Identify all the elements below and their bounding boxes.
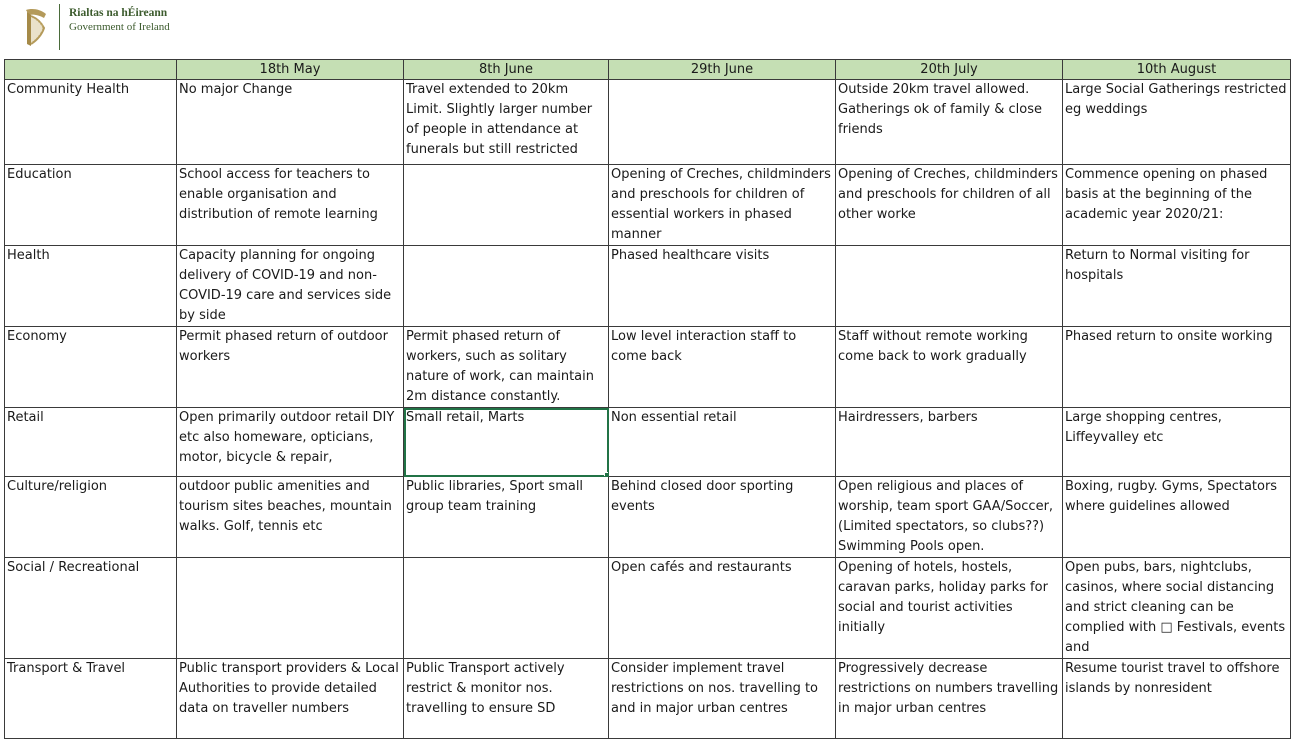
reopening-roadmap-table bbox=[4, 59, 1291, 739]
header bbox=[0, 0, 1298, 58]
table-cell[interactable]: School access for teachers to enable organisation and distribution of remote learning bbox=[177, 165, 404, 246]
row-label[interactable]: Retail bbox=[5, 408, 177, 477]
table-cell[interactable] bbox=[177, 558, 404, 659]
table-cell[interactable]: Resume tourist travel to offshore islands by nonresident bbox=[1063, 659, 1291, 739]
table-cell[interactable]: Phased return to onsite working bbox=[1063, 327, 1291, 408]
table-cell[interactable]: No major Change bbox=[177, 80, 404, 165]
table-row bbox=[5, 558, 1291, 659]
column-header[interactable]: 29th June bbox=[609, 60, 836, 80]
table-cell[interactable]: outdoor public amenities and tourism sites beaches, mountain walks. Golf, tennis etc bbox=[177, 477, 404, 558]
row-label[interactable]: Culture/religion bbox=[5, 477, 177, 558]
table-cell[interactable]: Opening of Creches, childminders and preschools for children of essential workers in phased manner bbox=[609, 165, 836, 246]
table-cell[interactable]: Capacity planning for ongoing delivery of COVID-19 and non-COVID-19 care and services side by side bbox=[177, 246, 404, 327]
table-cell[interactable] bbox=[404, 558, 609, 659]
table-cell[interactable]: Travel extended to 20km Limit. Slightly larger number of people in attendance at funerals but still restricted bbox=[404, 80, 609, 165]
table-cell[interactable]: Non essential retail bbox=[609, 408, 836, 477]
government-logo-text bbox=[69, 6, 170, 34]
row-label[interactable]: Transport & Travel bbox=[5, 659, 177, 739]
table-cell[interactable]: Behind closed door sporting events bbox=[609, 477, 836, 558]
table-cell[interactable]: Permit phased return of workers, such as solitary nature of work, can maintain 2m distance constantly. bbox=[404, 327, 609, 408]
table-row bbox=[5, 327, 1291, 408]
column-header[interactable] bbox=[5, 60, 177, 80]
table-cell[interactable]: Low level interaction staff to come back bbox=[609, 327, 836, 408]
table-cell[interactable]: Opening of Creches, childminders and preschools for children of all other worke bbox=[836, 165, 1063, 246]
table-cell[interactable]: Consider implement travel restrictions on nos. travelling to and in major urban centres bbox=[609, 659, 836, 739]
table-cell[interactable]: Open primarily outdoor retail DIY etc also homeware, opticians, motor, bicycle & repair, bbox=[177, 408, 404, 477]
harp-icon bbox=[22, 6, 50, 48]
table-cell[interactable]: Phased healthcare visits bbox=[609, 246, 836, 327]
table-cell[interactable]: Large shopping centres, Liffeyvalley etc bbox=[1063, 408, 1291, 477]
table-cell[interactable]: Large Social Gatherings restricted eg weddings bbox=[1063, 80, 1291, 165]
table-cell[interactable]: Permit phased return of outdoor workers bbox=[177, 327, 404, 408]
table-cell[interactable]: Hairdressers, barbers bbox=[836, 408, 1063, 477]
table-row bbox=[5, 408, 1291, 477]
table-cell[interactable]: Open pubs, bars, nightclubs, casinos, where social distancing and strict cleaning can be complied with □ Festivals, events and bbox=[1063, 558, 1291, 659]
table-cell[interactable] bbox=[404, 165, 609, 246]
table-cell[interactable]: Boxing, rugby. Gyms, Spectators where guidelines allowed bbox=[1063, 477, 1291, 558]
table-cell[interactable]: Staff without remote working come back to work gradually bbox=[836, 327, 1063, 408]
row-label[interactable]: Social / Recreational bbox=[5, 558, 177, 659]
table-row bbox=[5, 80, 1291, 165]
table-cell[interactable]: Return to Normal visiting for hospitals bbox=[1063, 246, 1291, 327]
row-label[interactable]: Health bbox=[5, 246, 177, 327]
table-row bbox=[5, 165, 1291, 246]
column-header[interactable]: 8th June bbox=[404, 60, 609, 80]
table-row bbox=[5, 246, 1291, 327]
table-cell[interactable]: Progressively decrease restrictions on numbers travelling in major urban centres bbox=[836, 659, 1063, 739]
column-header[interactable]: 10th August bbox=[1063, 60, 1291, 80]
table-cell[interactable]: Commence opening on phased basis at the beginning of the academic year 2020/21: bbox=[1063, 165, 1291, 246]
row-label[interactable]: Community Health bbox=[5, 80, 177, 165]
table-cell[interactable] bbox=[836, 246, 1063, 327]
gov-name-irish: Rialtas na hÉireann bbox=[69, 7, 168, 19]
table-cell[interactable]: Open religious and places of worship, team sport GAA/Soccer, (Limited spectators, so clubs??) Swimming Pools open. bbox=[836, 477, 1063, 558]
logo-divider bbox=[59, 4, 60, 50]
header-row bbox=[5, 60, 1291, 80]
table-cell[interactable]: Public Transport actively restrict & monitor nos. travelling to ensure SD bbox=[404, 659, 609, 739]
selected-cell[interactable]: Small retail, Marts bbox=[404, 408, 609, 477]
row-label[interactable]: Education bbox=[5, 165, 177, 246]
table-cell[interactable]: Public libraries, Sport small group team training bbox=[404, 477, 609, 558]
gov-name-english: Government of Ireland bbox=[69, 21, 170, 33]
table-cell[interactable]: Open cafés and restaurants bbox=[609, 558, 836, 659]
table-row bbox=[5, 477, 1291, 558]
table-cell[interactable]: Outside 20km travel allowed. Gatherings ok of family & close friends bbox=[836, 80, 1063, 165]
table-cell[interactable] bbox=[404, 246, 609, 327]
table-cell[interactable]: Public transport providers & Local Authorities to provide detailed data on traveller numbers bbox=[177, 659, 404, 739]
column-header[interactable]: 20th July bbox=[836, 60, 1063, 80]
column-header[interactable]: 18th May bbox=[177, 60, 404, 80]
table-cell[interactable]: Opening of hotels, hostels, caravan parks, holiday parks for social and tourist activities initially bbox=[836, 558, 1063, 659]
row-label[interactable]: Economy bbox=[5, 327, 177, 408]
table-cell[interactable] bbox=[609, 80, 836, 165]
